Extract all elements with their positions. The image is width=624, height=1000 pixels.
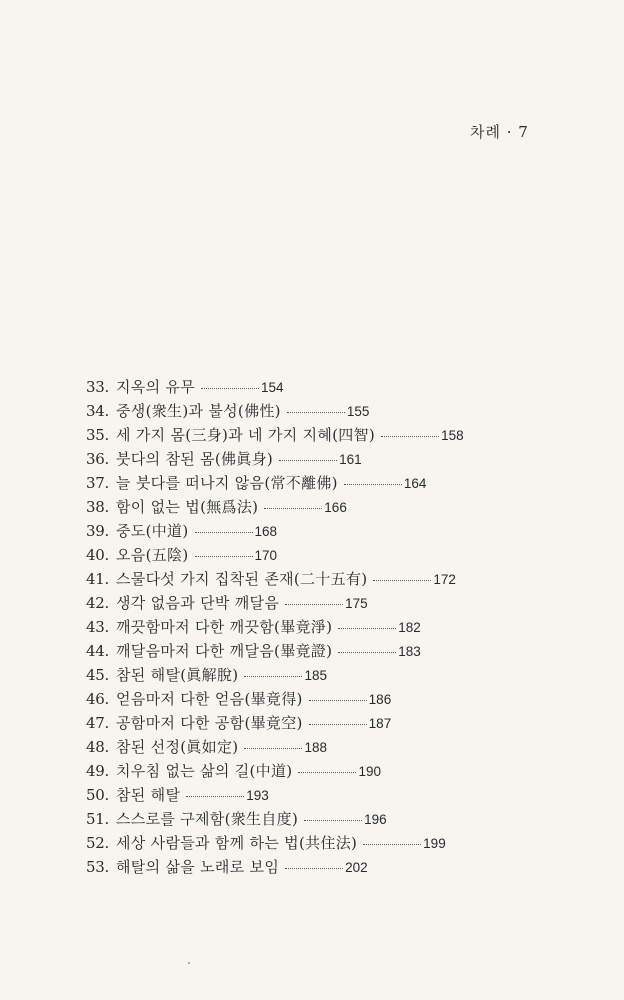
toc-title: 중도(中道): [116, 522, 189, 540]
dot-leader: [373, 568, 431, 581]
dot-leader: [363, 832, 421, 845]
toc-title: 깨달음마저 다한 깨달음(畢竟證): [116, 642, 333, 660]
toc-page-number: 154: [261, 380, 284, 395]
toc-number: 46.: [86, 690, 109, 708]
toc-entry: [86, 375, 546, 399]
toc-title: 세 가지 몸(三身)과 네 가지 지혜(四智): [116, 426, 376, 444]
toc-number: 35.: [86, 426, 109, 444]
dot-leader: [244, 664, 302, 677]
toc-entry: [86, 615, 546, 639]
toc-title: 세상 사람들과 함께 하는 법(共住法): [116, 834, 358, 852]
dot-leader: [285, 592, 343, 605]
dot-leader: [264, 496, 322, 509]
page-speck: [188, 962, 190, 964]
toc-title: 오음(五陰): [116, 546, 189, 564]
toc-number: 41.: [86, 570, 109, 588]
dot-leader: [201, 376, 259, 389]
toc-entry: [86, 423, 546, 447]
toc-number: 43.: [86, 618, 109, 636]
toc-entry: [86, 495, 546, 519]
toc-number: 33.: [86, 378, 109, 396]
dot-leader: [186, 784, 244, 797]
toc-entry: [86, 567, 546, 591]
toc-title: 참된 해탈(眞解脫): [116, 666, 239, 684]
toc-entry: [86, 759, 546, 783]
dot-leader: [195, 544, 253, 557]
toc-entry: [86, 399, 546, 423]
dot-leader: [279, 448, 337, 461]
toc-title: 생각 없음과 단박 깨달음: [116, 594, 280, 612]
toc-page-number: 168: [254, 524, 278, 539]
table-of-contents: [86, 375, 546, 879]
toc-title: 지옥의 유무: [116, 378, 196, 396]
toc-title: 깨끗함마저 다한 깨끗함(畢竟淨): [116, 618, 333, 636]
toc-page-number: 170: [254, 548, 278, 563]
toc-page-number: 172: [433, 572, 456, 587]
toc-number: 52.: [86, 834, 109, 852]
toc-page-number: 188: [304, 740, 327, 755]
toc-page-number: 175: [345, 596, 368, 611]
toc-number: 44.: [86, 642, 109, 660]
dot-leader: [298, 760, 356, 773]
dot-leader: [338, 616, 396, 629]
toc-page-number: 166: [324, 500, 347, 515]
toc-entry: [86, 471, 546, 495]
dot-leader: [338, 640, 396, 653]
toc-entry: [86, 591, 546, 615]
toc-number: 40.: [86, 546, 109, 564]
toc-number: 47.: [86, 714, 109, 732]
toc-page-number: 185: [304, 668, 327, 683]
toc-title: 참된 해탈: [116, 786, 181, 804]
toc-number: 50.: [86, 786, 109, 804]
toc-page-number: 199: [423, 836, 446, 851]
dot-leader: [244, 736, 302, 749]
toc-page-number: 183: [398, 644, 421, 659]
toc-number: 45.: [86, 666, 109, 684]
toc-title: 얻음마저 다한 얻음(畢竟得): [116, 690, 303, 708]
toc-title: 스스로를 구제함(衆生自度): [116, 810, 299, 828]
toc-number: 38.: [86, 498, 109, 516]
toc-number: 36.: [86, 450, 109, 468]
dot-leader: [344, 472, 402, 485]
running-head: 차례 · 7: [470, 123, 529, 141]
dot-leader: [381, 424, 439, 437]
toc-title: 치우침 없는 삶의 길(中道): [116, 762, 293, 780]
dot-leader: [309, 688, 367, 701]
toc-page-number: 190: [358, 764, 381, 779]
toc-entry: [86, 519, 546, 543]
toc-page-number: 182: [398, 620, 421, 635]
toc-title: 참된 선정(眞如定): [116, 738, 239, 756]
dot-leader: [309, 712, 367, 725]
toc-page-number: 193: [246, 788, 269, 803]
toc-title: 늘 붓다를 떠나지 않음(常不離佛): [116, 474, 338, 492]
toc-number: 48.: [86, 738, 109, 756]
toc-entry: [86, 711, 546, 735]
toc-entry: [86, 783, 546, 807]
toc-page-number: 155: [346, 404, 370, 419]
toc-number: 37.: [86, 474, 109, 492]
toc-title: 붓다의 참된 몸(佛眞身): [116, 450, 274, 468]
toc-page-number: 202: [345, 860, 368, 875]
toc-page-number: 196: [364, 812, 387, 827]
toc-page-number: 161: [339, 452, 362, 467]
toc-entry: [86, 447, 546, 471]
toc-number: 42.: [86, 594, 109, 612]
toc-entry: [86, 735, 546, 759]
toc-number: 34.: [86, 402, 109, 420]
toc-entry: [86, 807, 546, 831]
toc-number: 53.: [86, 858, 109, 876]
toc-title: 함이 없는 법(無爲法): [116, 498, 259, 516]
toc-page-number: 187: [368, 716, 392, 731]
toc-entry: [86, 639, 546, 663]
dot-leader: [287, 400, 345, 413]
dot-leader: [304, 808, 362, 821]
toc-title: 해탈의 삶을 노래로 보임: [116, 858, 280, 876]
toc-page-number: 164: [403, 476, 427, 491]
toc-entry: [86, 663, 546, 687]
toc-number: 51.: [86, 810, 109, 828]
dot-leader: [195, 520, 253, 533]
toc-entry: [86, 543, 546, 567]
toc-number: 49.: [86, 762, 109, 780]
toc-entry: [86, 831, 546, 855]
toc-entry: [86, 687, 546, 711]
toc-page-number: 186: [368, 692, 392, 707]
toc-entry: [86, 855, 546, 879]
toc-title: 스물다섯 가지 집착된 존재(二十五有): [116, 570, 368, 588]
toc-title: 공함마저 다한 공함(畢竟空): [116, 714, 303, 732]
toc-title: 중생(衆生)과 불성(佛性): [116, 402, 281, 420]
toc-page-number: 158: [441, 428, 464, 443]
dot-leader: [285, 856, 343, 869]
toc-number: 39.: [86, 522, 109, 540]
